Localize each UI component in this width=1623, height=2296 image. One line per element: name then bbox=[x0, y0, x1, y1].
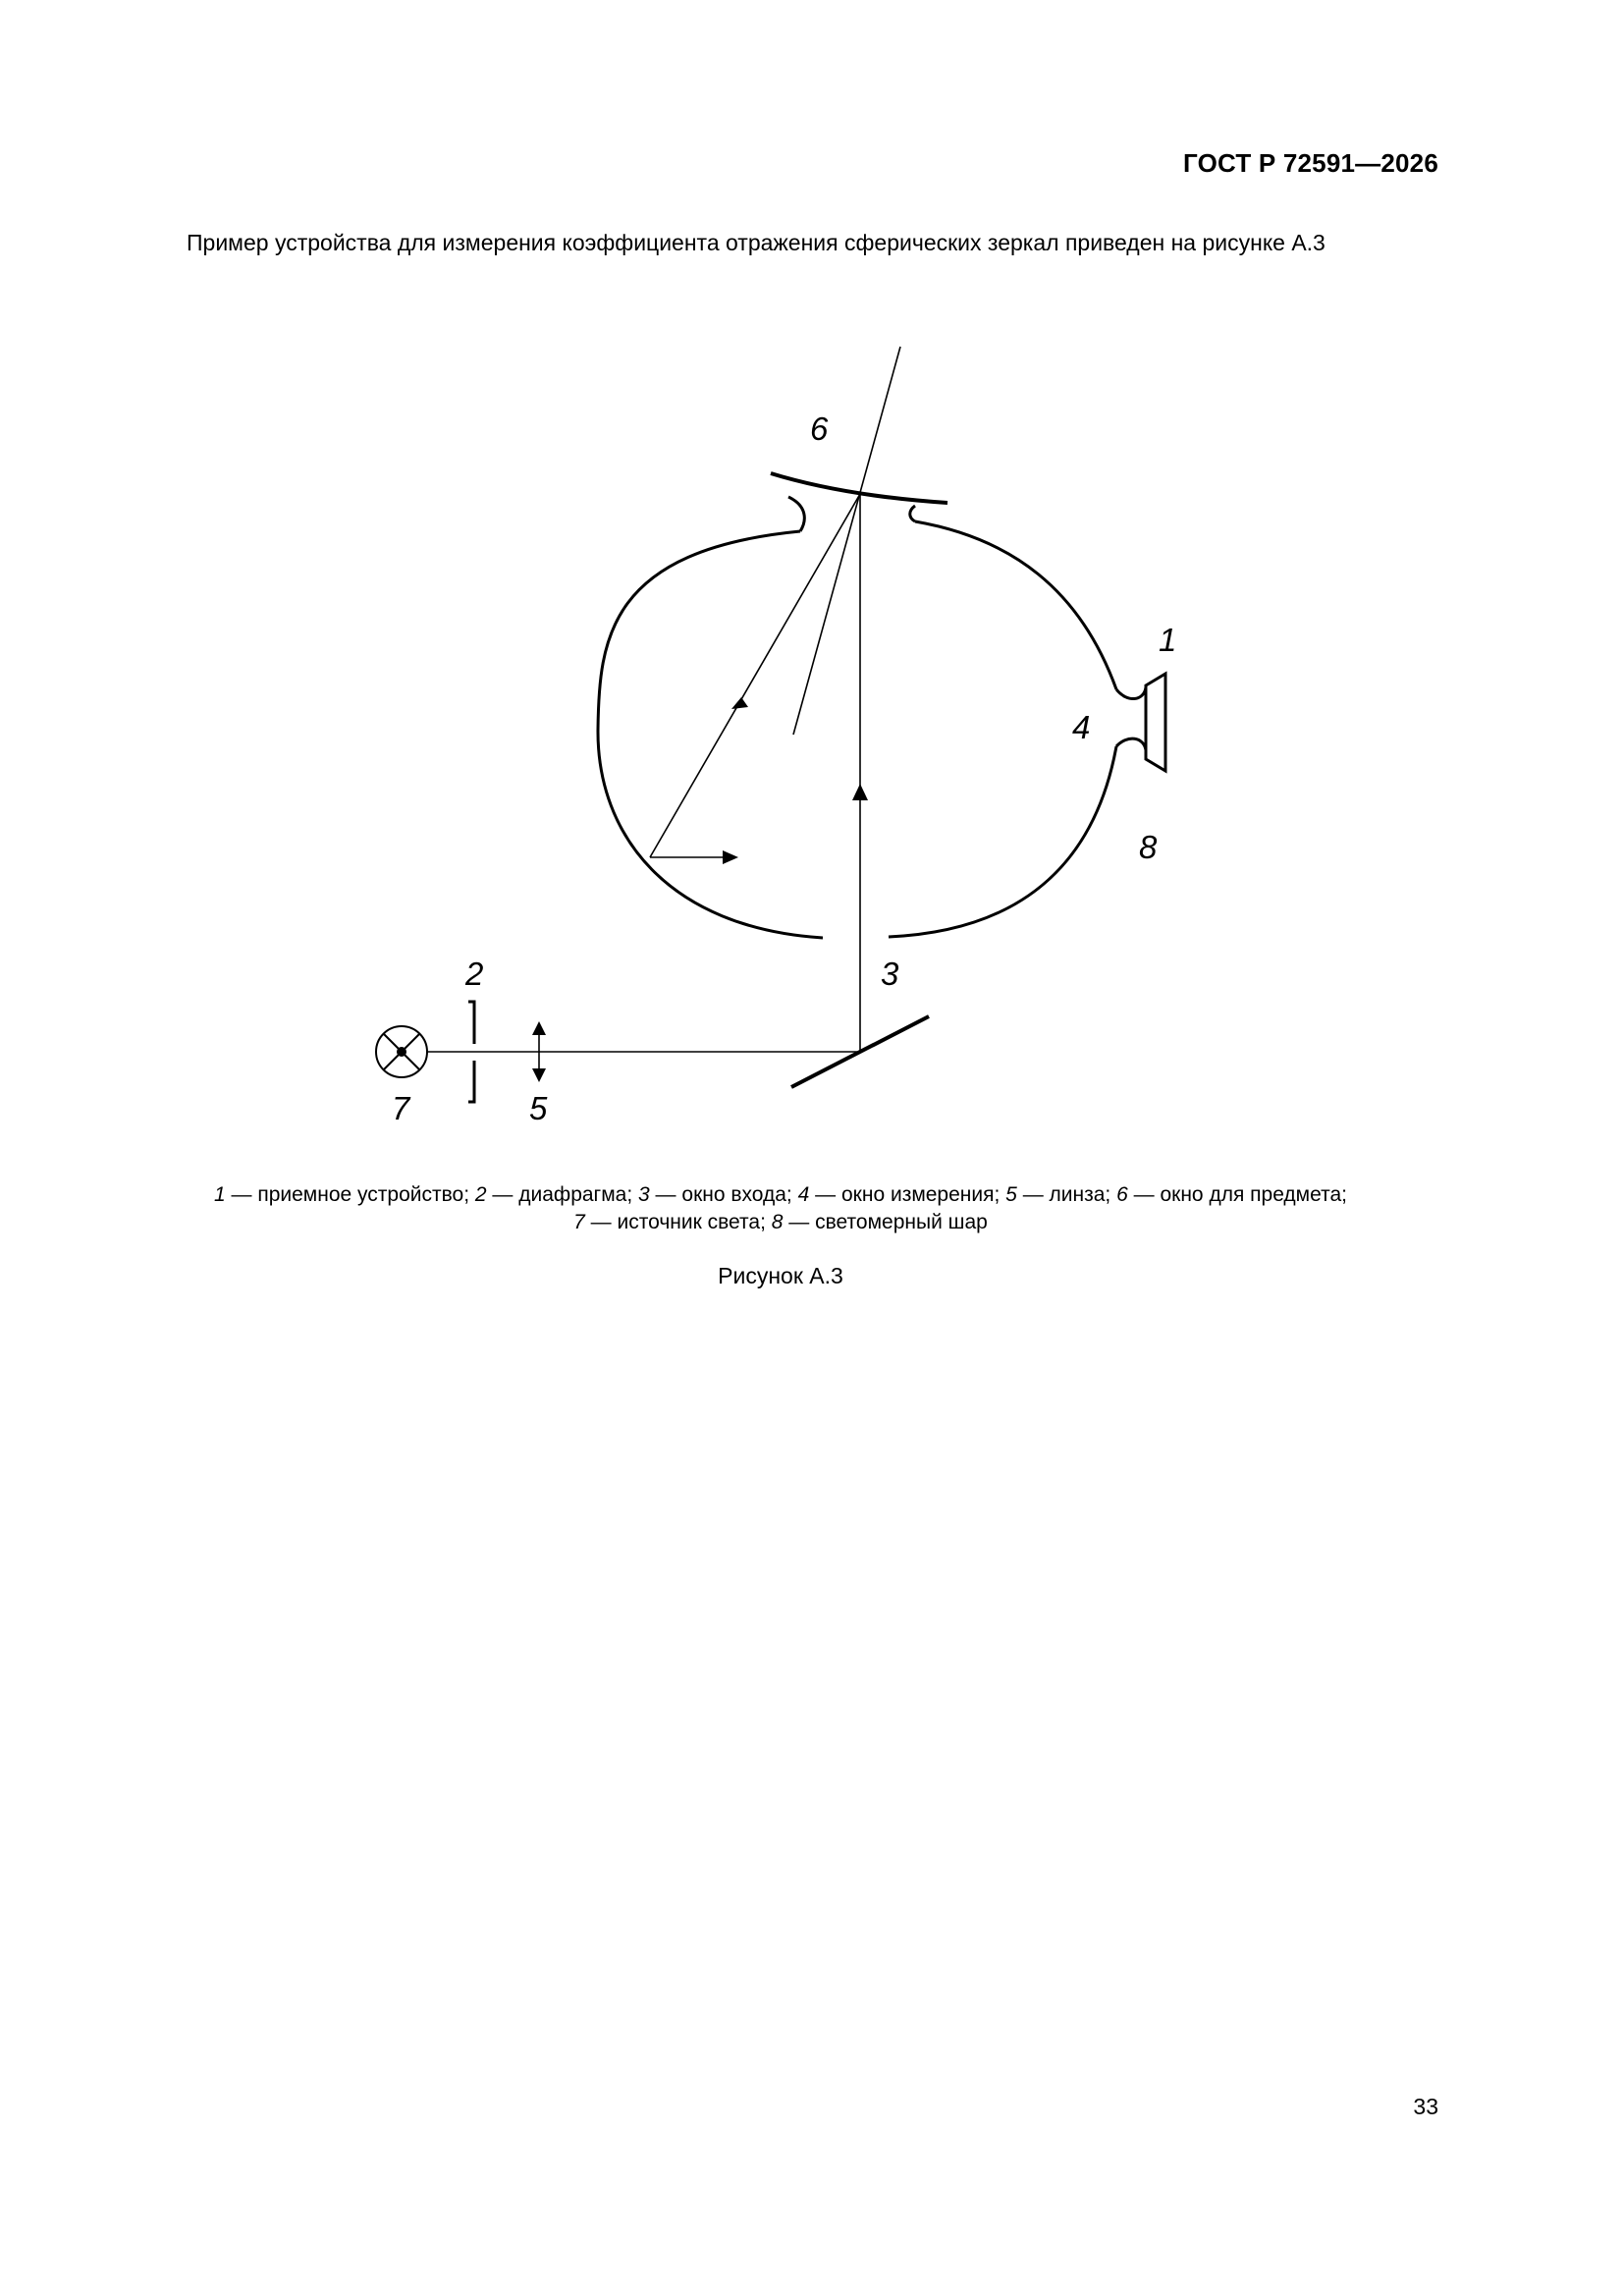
light-source-icon bbox=[376, 1026, 427, 1077]
light-rays bbox=[427, 347, 900, 1052]
label-8: 8 bbox=[1139, 829, 1158, 865]
sphere-port-4-upper-lip bbox=[1116, 687, 1146, 699]
page-number: 33 bbox=[1413, 2094, 1438, 2119]
legend-item-6: 6 — окно для предмета; bbox=[1116, 1183, 1347, 1206]
legend-item-7: 7 — источник света; bbox=[573, 1211, 766, 1233]
sphere-port-4-lower-lip bbox=[1116, 738, 1146, 750]
ray-normal-line bbox=[793, 347, 900, 735]
sphere-port-6-right-lip bbox=[910, 506, 915, 521]
label-3: 3 bbox=[881, 956, 899, 992]
legend-item-4: 4 — окно измерения; bbox=[797, 1183, 1001, 1206]
legend-item-5: 5 — линза; bbox=[1005, 1183, 1111, 1206]
legend-line-2 bbox=[147, 1209, 1414, 1236]
label-2: 2 bbox=[465, 956, 484, 992]
legend-item-1: 1 — приемное устройство; bbox=[213, 1183, 470, 1206]
legend-item-2: 2 — диафрагма; bbox=[474, 1183, 633, 1206]
sphere-upper-right-arc bbox=[915, 521, 1116, 689]
receiver-device bbox=[1146, 674, 1165, 771]
ray-reflected-to-wall bbox=[650, 494, 860, 857]
figure-caption: Рисунок А.3 bbox=[718, 1263, 843, 1288]
document-code: ГОСТ Р 72591—2026 bbox=[1183, 148, 1438, 178]
sphere-upper-left-arc bbox=[598, 531, 823, 938]
ray-arrows bbox=[723, 697, 868, 864]
legend-item-3: 3 — окно входа; bbox=[638, 1183, 792, 1206]
sphere-right-arc bbox=[889, 746, 1116, 937]
arrow-up-entrance bbox=[852, 784, 868, 800]
photometric-sphere bbox=[598, 497, 1146, 938]
legend-item-8: 8 — светомерный шар bbox=[771, 1211, 988, 1233]
label-6: 6 bbox=[810, 410, 829, 447]
intro-paragraph: Пример устройства для измерения коэффициента отражения сферических зеркал приведен на рисунке А.3 bbox=[187, 230, 1325, 255]
arrow-reflected bbox=[731, 697, 748, 709]
sphere-port-6-left-lip bbox=[788, 497, 804, 531]
label-4: 4 bbox=[1072, 709, 1091, 745]
arrow-diffuse bbox=[723, 850, 738, 864]
label-7: 7 bbox=[392, 1090, 410, 1126]
label-1: 1 bbox=[1159, 622, 1177, 658]
figure-legend bbox=[147, 1181, 1414, 1236]
legend-line-1 bbox=[147, 1181, 1414, 1209]
label-5: 5 bbox=[529, 1090, 548, 1126]
